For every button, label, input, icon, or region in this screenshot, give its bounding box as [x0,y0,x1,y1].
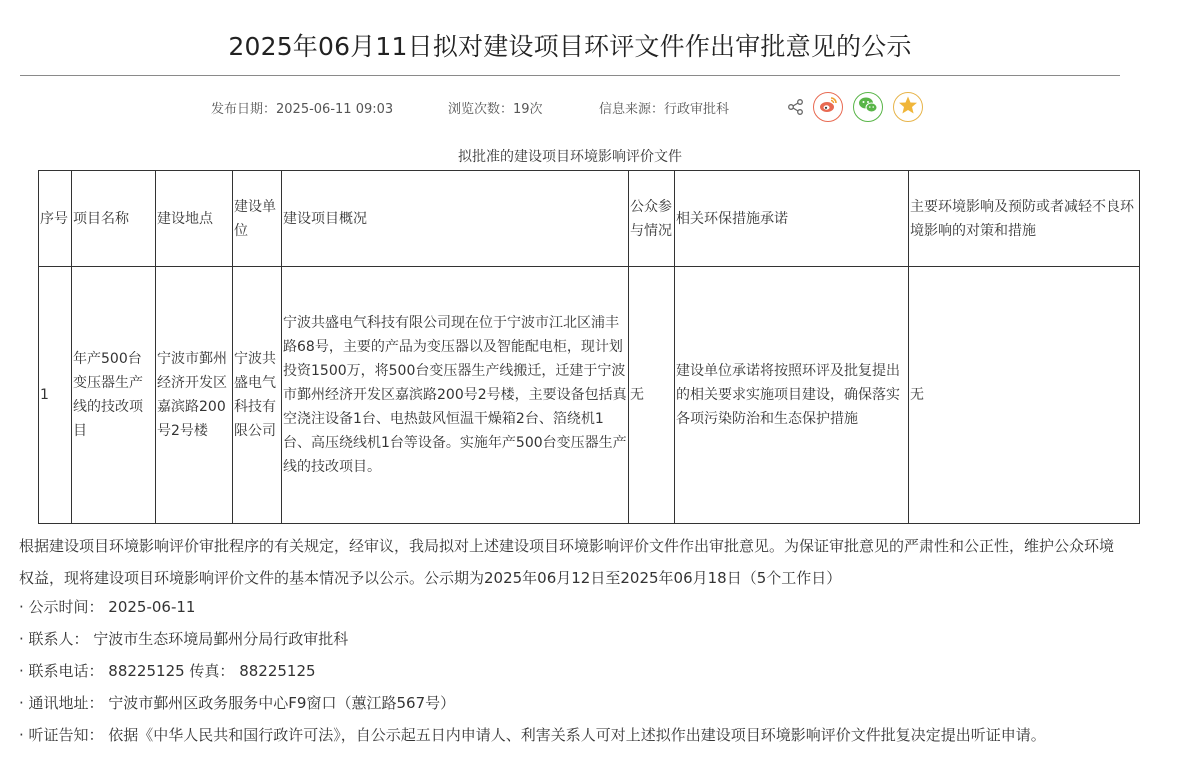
contact-line: · 联系人： 宁波市生态环境局鄞州分局行政审批科 [19,630,349,648]
eia-project-table [38,170,1140,524]
phone-fax-line: · 联系电话： 88225125 传真： 88225125 [19,662,316,680]
weibo-icon [817,94,839,120]
view-count-value: 19次 [513,102,543,117]
public-time-line: · 公示时间： 2025-06-11 [19,598,196,616]
share-icon[interactable] [787,98,805,116]
cell-impact-measures: 无 [909,267,1140,524]
hearing-notice-line: · 听证告知： 依据《中华人民共和国行政许可法》，自公示起五日内申请人、利害关系人可对上述拟作出建设项目环境影响评价文件批复决定提出听证申请。 [19,726,1046,744]
cell-unit: 宁波共盛电气科技有限公司 [233,267,282,524]
cell-overview: 宁波共盛电气科技有限公司现在位于宁波市江北区浦丰路68号，主要的产品为变压器以及智能配电柜，现计划投资1500万，将500台变压器生产线搬迁，迁建于宁波市鄞州经济开发区嘉滨路200号2号楼，主要设备包括真空浇注设备1台、电热鼓风恒温干燥箱2台、箔绕机1台、高压绕线机1台等设备。实施年产500台变压器生产线的技改项目。 [282,267,629,524]
col-header-commitments: 相关环保措施承诺 [675,171,909,267]
publish-date [211,98,393,117]
col-header-location: 建设地点 [156,171,233,267]
cell-commitments: 建设单位承诺将按照环评及批复提出的相关要求实施项目建设，确保落实各项污染防治和生态保护措施 [675,267,909,524]
cell-public-participation: 无 [629,267,675,524]
cell-project-name: 年产500台变压器生产线的技改项目 [72,267,156,524]
address-line: · 通讯地址： 宁波市鄞州区政务服务中心F9窗口（蕙江路567号） [19,694,456,712]
cell-location: 宁波市鄞州经济开发区嘉滨路200号2号楼 [156,267,233,524]
col-header-public-participation: 公众参与情况 [629,171,675,267]
title-divider [20,75,1120,76]
col-header-project-name: 项目名称 [72,171,156,267]
info-source-value: 行政审批科 [664,102,730,117]
info-source [599,98,729,117]
wechat-icon [857,94,879,120]
wechat-share-button[interactable] [853,92,883,122]
notice-paragraph: 根据建设项目环境影响评价审批程序的有关规定，经审议，我局拟对上述建设项目环境影响评价文件作出审批意见。为保证审批意见的严肃性和公正性，维护公众环境权益，现将建设项目环境影响评价文件的基本情况予以公示。公示期为2025年06月12日至2025年06月18日（5个工作日） [19,537,1115,587]
col-header-impact-measures: 主要环境影响及预防或者减轻不良环境影响的对策和措施 [909,171,1140,267]
col-header-unit: 建设单位 [233,171,282,267]
table-header-row [39,171,1140,267]
view-count [448,98,543,117]
col-header-overview: 建设项目概况 [282,171,629,267]
view-count-label: 浏览次数： [448,102,514,117]
publish-date-label: 发布日期： [211,102,277,117]
publish-date-value: 2025-06-11 09:03 [276,102,394,117]
cell-index: 1 [39,267,72,524]
col-header-index: 序号 [39,171,72,267]
favorite-button[interactable] [893,92,923,122]
weibo-share-button[interactable] [813,92,843,122]
table-caption: 拟批准的建设项目环境影响评价文件 [458,149,682,165]
page-title: 2025年06月11日拟对建设项目环评文件作出审批意见的公示 [228,32,912,61]
table-row [39,267,1140,524]
info-source-label: 信息来源： [599,102,665,117]
favorite-icon [897,94,919,120]
